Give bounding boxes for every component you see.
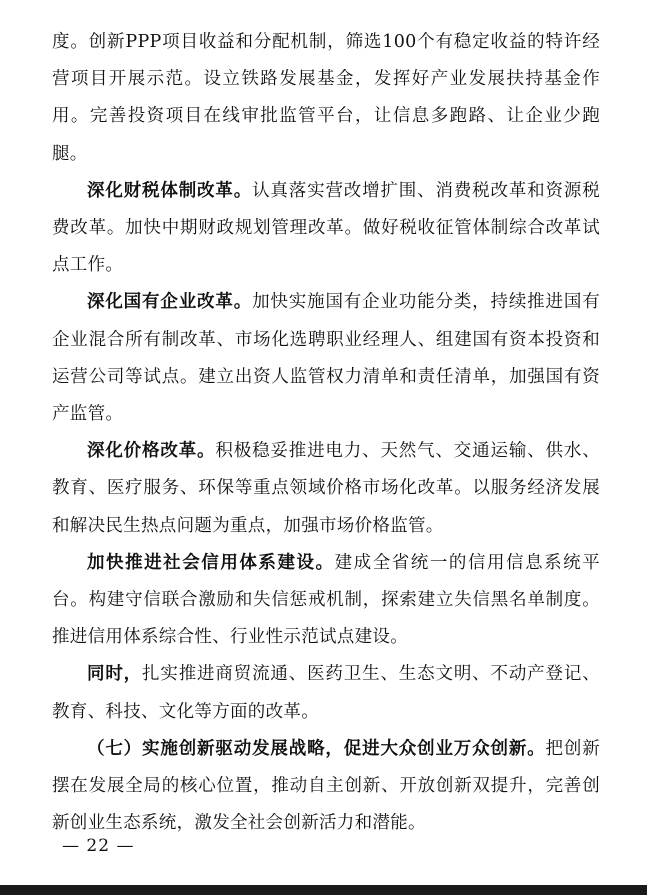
- paragraph-price-reform: [52, 433, 600, 545]
- paragraph-text: 认真落实营改增扩围、消费税改革和资源税费改革。加快中期财政规划管理改革。做好税收征管体制综合改革试点工作。: [52, 180, 601, 276]
- page-number: — 22 —: [62, 836, 135, 856]
- paragraph-credit-system: [52, 545, 600, 657]
- paragraph-innovation-strategy: [52, 731, 600, 843]
- paragraph-heading: 加快推进社会信用体系建设。: [87, 552, 335, 573]
- paragraph-heading: 深化国有企业改革。: [87, 292, 253, 313]
- paragraph-text: 积极稳妥推进电力、天然气、交通运输、供水、教育、医疗服务、环保等重点领域价格市场化改革。以服务经济发展和解决民生热点问题为重点，加强市场价格监管。: [52, 441, 600, 536]
- paragraph-ppp: [52, 24, 600, 173]
- paragraph-heading: 深化价格改革。: [87, 441, 216, 462]
- paragraph-soe-reform: [52, 284, 600, 433]
- paragraph-other-reforms: [52, 656, 600, 730]
- paragraph-heading: （七）实施创新驱动发展战略，促进大众创业万众创新。: [87, 738, 546, 759]
- document-body: [52, 24, 600, 842]
- paragraph-text: 把创新摆在发展全局的核心位置，推动自主创新、开放创新双提升，完善创新创业生态系统，激发全社会创新活力和潜能。: [52, 738, 600, 834]
- paragraph-text: 度。创新PPP项目收益和分配机制，筛选100个有稳定收益的特许经营项目开展示范。设立铁路发展基金，发挥好产业发展扶持基金作用。完善投资项目在线审批监管平台，让信息多跑路、让企业少跑腿。: [52, 32, 600, 164]
- paragraph-text: 加快实施国有企业功能分类，持续推进国有企业混合所有制改革、市场化选聘职业经理人、组建国有资本投资和运营公司等试点。建立出资人监管权力清单和责任清单，加强国有资产监管。: [52, 292, 601, 425]
- paragraph-fiscal-tax-reform: [52, 173, 600, 285]
- paragraph-heading: 同时，: [87, 664, 143, 685]
- paragraph-heading: 深化财税体制改革。: [87, 180, 253, 201]
- paragraph-text: 建成全省统一的信用信息系统平台。构建守信联合激励和失信惩戒机制，探索建立失信黑名单制度。推进信用体系综合性、行业性示范试点建设。: [52, 552, 601, 648]
- bottom-edge-bar: [0, 885, 647, 895]
- paragraph-text: 扎实推进商贸流通、医药卫生、生态文明、不动产登记、教育、科技、文化等方面的改革。: [52, 664, 601, 722]
